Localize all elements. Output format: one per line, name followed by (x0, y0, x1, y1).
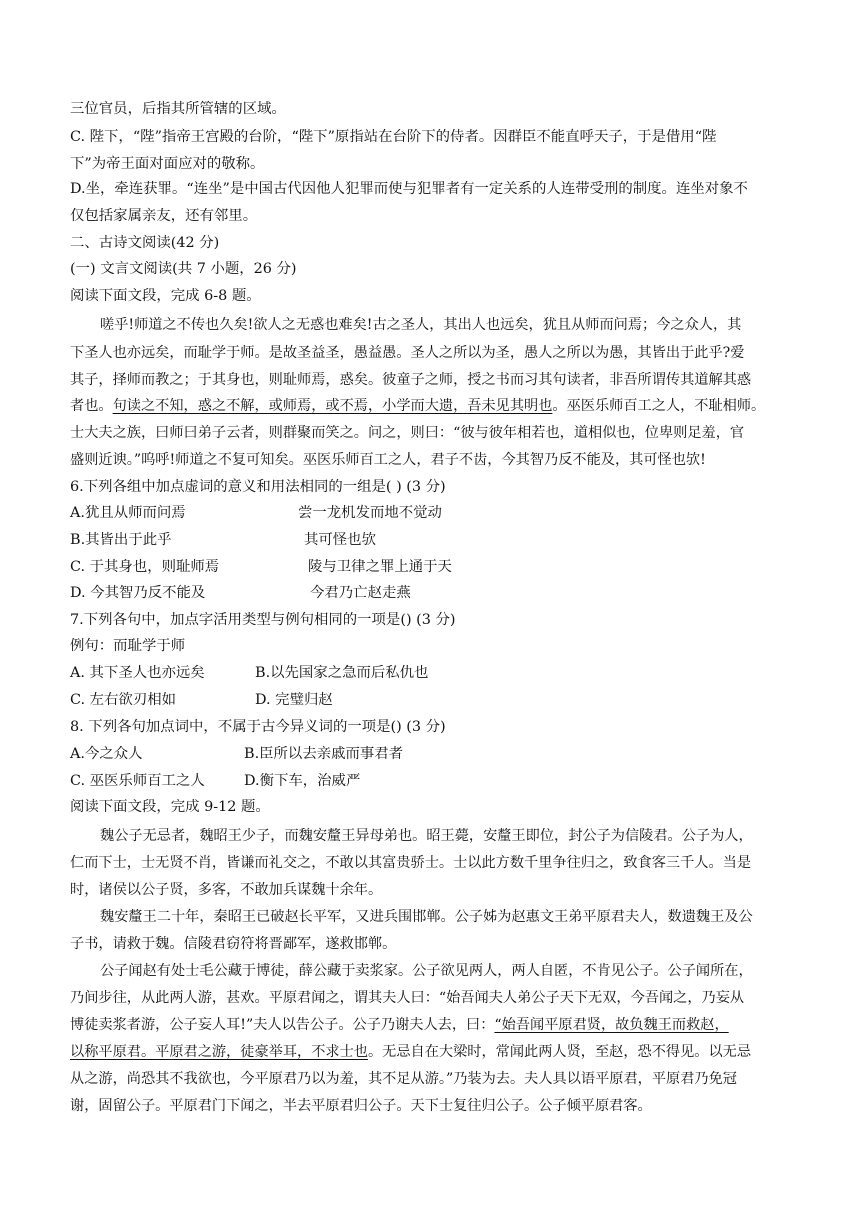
passage2-line: 谢，固留公子。平原君门下闻之，半去平原君归公子。天下士复往归公子。公子倾平原君客。 (70, 1098, 652, 1114)
q7-option-c: C. 左右欲刃相如 (70, 692, 176, 708)
option-d-note: D.坐，牵连获罪。“连坐”是中国古代因他人犯罪而使与犯罪者有一定关系的人连带受刑的制度。连坐对象不 (70, 181, 748, 197)
q7-example: 例句：而耻学于师 (70, 638, 186, 654)
q6-c-left: C. 于其身也，则耻师焉 (70, 559, 220, 575)
passage2-line: 从之游，尚恐其不我欲也，今平原君乃以为羞，其不足从游。”乃装为去。夫人具以语平原君，平原君乃免冠 (70, 1071, 737, 1087)
q7-option-a: A. 其下圣人也亦远矣 (70, 665, 205, 681)
q6-option-a (70, 500, 850, 527)
q7-option-d: D. 完璧归赵 (255, 692, 333, 708)
passage2-text: 。无忌自在大梁时，常闻此两人贤，至赵，恐不得见。以无忌 (367, 1044, 752, 1060)
passage1-text: 。巫医乐师百工之人，不耻相师。 (552, 398, 766, 414)
passage1-line: 嗟乎!师道之不传也久矣!欲人之无惑也难矣!古之圣人，其出人也远矣，犹且从师而问焉；今之众人，其 (100, 317, 742, 333)
q8-option-d: D.衡下车，治威严 (244, 773, 361, 789)
passage2-line: 仁而下士，士无贤不肖，皆谦而礼交之，不敢以其富贵骄士。士以此方数千里争往归之，致食客三千人。当是 (70, 855, 752, 871)
q8-option-b: B.臣所以去亲戚而事君者 (244, 746, 404, 762)
q6-b-right: 其可怪也欤 (304, 532, 376, 548)
passage2-line: 子书，请救于魏。信陵君窃符将晋鄙军，遂救邯郸。 (70, 936, 397, 952)
passage2-line (70, 1039, 850, 1066)
q6-option-b (70, 527, 850, 554)
subsection-heading: (一) 文言文阅读(共 7 小题，26 分) (70, 261, 297, 277)
passage1-line: 其子，择师而教之；于其身也，则耻师焉，惑矣。彼童子之师，授之书而习其句读者，非吾所谓传其道解其惑 (70, 372, 752, 388)
passage2-text: 博徒卖浆者游，公子妄人耳!”夫人以告公子。公子乃谢夫人去，曰： (70, 1017, 495, 1033)
q6-option-c (70, 554, 850, 581)
question-8-stem: 8. 下列各句加点词中，不属于古今异义词的一项是() (3 分) (70, 719, 446, 735)
section-heading: 二、古诗文阅读(42 分) (70, 235, 220, 251)
question-7-stem: 7.下列各句中，加点字活用类型与例句相同的一项是() (3 分) (70, 612, 456, 628)
q7-options-cd (70, 687, 850, 714)
q6-option-d (70, 580, 850, 607)
passage2-line: 魏公子无忌者，魏昭王少子，而魏安釐王异母弟也。昭王薨，安釐王即位，封公子为信陵君。公子为人， (100, 828, 753, 844)
passage2-line (70, 1012, 850, 1039)
text-line: 三位官员，后指其所管辖的区域。 (70, 101, 286, 117)
text-line: 仅包括家属亲友，还有邻里。 (70, 208, 258, 224)
q8-option-a: A.今之众人 (70, 746, 143, 762)
underlined-sentence: 以称平原君。平原君之游，徒豪举耳，不求士也 (70, 1044, 368, 1060)
passage1-line (70, 393, 850, 420)
reading-instruction: 阅读下面文段，完成 6-8 题。 (70, 288, 261, 304)
passage2-line: 公子闻赵有处士毛公藏于博徒，薛公藏于卖浆家。公子欲见两人，两人自匿，不肯见公子。公子闻所在， (100, 963, 753, 979)
text-line: 下”为帝王面对面应对的敬称。 (70, 156, 265, 172)
q6-a-left: A.犹且从师而问焉 (70, 505, 186, 521)
q6-d-left: D. 今其智乃反不能及 (70, 585, 206, 601)
q8-options-cd (70, 768, 850, 795)
q7-option-b: B.以先国家之急而后私仇也 (255, 665, 429, 681)
q7-options-ab (70, 660, 850, 687)
option-c-note: C. 陛下，“陛”指帝王宫殿的台阶，“陛下”原指站在台阶下的侍者。因群臣不能直呼天子，于是借用“陛 (70, 129, 717, 145)
passage1-line: 盛则近谀。”呜呼!师道之不复可知矣。巫医乐师百工之人，君子不齿，今其智乃反不能及，其可怪也欤! (70, 452, 706, 468)
q6-b-left: B.其皆出于此乎 (70, 532, 172, 548)
passage2-line: 魏安釐王二十年，秦昭王已破赵长平军，又进兵围邯郸。公子姊为赵惠文王弟平原君夫人，数遗魏王及公 (100, 909, 753, 925)
reading-instruction-2: 阅读下面文段，完成 9-12 题。 (70, 799, 270, 815)
passage2-line: 乃间步往，从此两人游，甚欢。平原君闻之，谓其夫人曰：“始吾闻夫人弟公子天下无双，今吾闻之，乃妄从 (70, 990, 745, 1006)
passage1-line: 下圣人也亦远矣，而耻学于师。是故圣益圣，愚益愚。圣人之所以为圣，愚人之所以为愚，其皆出于此乎?爱 (70, 345, 745, 361)
q8-options-ab (70, 741, 850, 768)
q6-c-right: 陵与卫律之罪上通于天 (308, 559, 452, 575)
q8-option-c: C. 巫医乐师百工之人 (70, 773, 205, 789)
passage1-line: 士大夫之族，曰师曰弟子云者，则群聚而笑之。问之，则曰：“彼与彼年相若也，道相似也，位卑则足羞，官 (70, 425, 745, 441)
passage2-line: 时，诸侯以公子贤，多客，不敢加兵谋魏十余年。 (70, 882, 383, 898)
underlined-sentence: “始吾闻平原君贤，故负魏王而救赵， (494, 1017, 729, 1033)
passage1-text: 者也。 (70, 398, 113, 414)
q6-a-right: 尝一龙机发而地不觉动 (298, 505, 442, 521)
underlined-sentence: 句读之不知，惑之不解，或师焉，或不焉，小学而大遗，吾未见其明也 (112, 398, 553, 414)
q6-d-right: 今君乃亡赵走燕 (310, 585, 411, 601)
question-6-stem: 6.下列各组中加点虚词的意义和用法相同的一组是( ) (3 分) (70, 479, 446, 495)
